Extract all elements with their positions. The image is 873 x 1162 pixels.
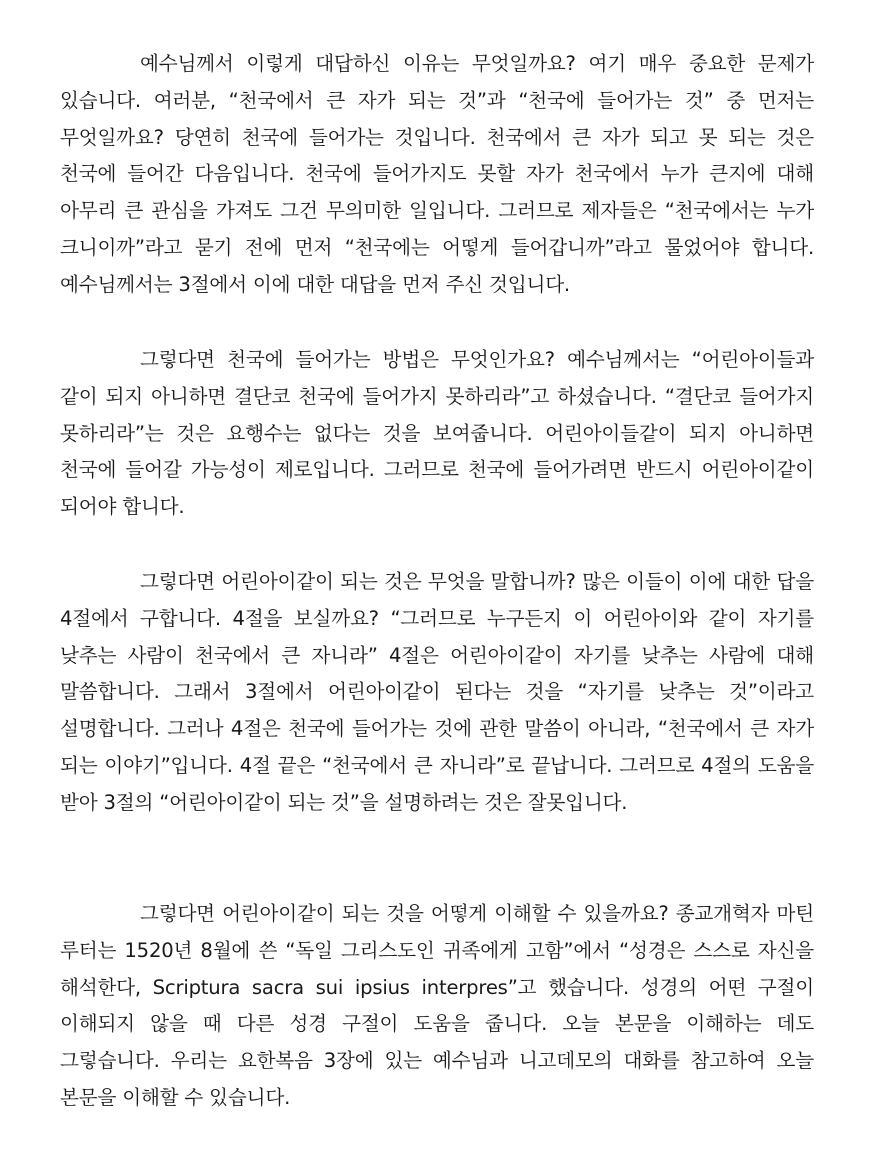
paragraph-2: 그렇다면 천국에 들어가는 방법은 무엇인가요? 예수님께서는 “어린아이들과 같이 되지 아니하면 결단코 천국에 들어가지 못하리라”고 하셨습니다. “결단코 들어가지 못하리라”는 것은 요행수는 없다는 것을 보여줍니다. 어린아이들같이 되지 아니하면 천국에 들어갈 가능성이 제로입니다. 그러므로 천국에 들어가려면 반드시 어린아이같이 되어야 합니다. [60, 348, 814, 519]
paragraph-3: 그렇다면 어린아이같이 되는 것은 무엇을 말합니까? 많은 이들이 이에 대한 답을 4절에서 구합니다. 4절을 보실까요? “그러므로 누구든지 이 어린아이와 같이 자기를 낮추는 사람이 천국에서 큰 자니라” 4절은 어린아이같이 자기를 낮추는 사람에 대해 말씀합니다. 그래서 3절에서 어린아이같이 된다는 것을 “자기를 낮추는 것”이라고 설명합니다. 그러나 4절은 천국에 들어가는 것에 관한 말씀이 아니라, “천국에서 큰 자가 되는 이야기”입니다. 4절 끝은 “천국에서 큰 자니라”로 끝납니다. 그러므로 4절의 도움을 받아 3절의 “어린아이같이 되는 것”을 설명하려는 것은 잘못입니다. [60, 570, 814, 814]
paragraph-4: 그렇다면 어린아이같이 되는 것을 어떻게 이해할 수 있을까요? 종교개혁자 마틴 루터는 1520년 8월에 쓴 “독일 그리스도인 귀족에게 고함”에서 “성경은 스스로 자신을 해석한다, Scriptura sacra sui ipsius interpres”고 했습니다. 성경의 어떤 구절이 이해되지 않을 때 다른 성경 구절이 도움을 줍니다. 오늘 본문을 이해하는 데도 그렇습니다. 우리는 요한복음 3장에 있는 예수님과 니고데모의 대화를 참고하여 오늘 본문을 이해할 수 있습니다. [60, 902, 814, 1109]
paragraph-1: 예수님께서 이렇게 대답하신 이유는 무엇일까요? 여기 매우 중요한 문제가 있습니다. 여러분, “천국에서 큰 자가 되는 것”과 “천국에 들어가는 것” 중 먼저는 무엇일까요? 당연히 천국에 들어가는 것입니다. 천국에서 큰 자가 되고 못 되는 것은 천국에 들어간 다음입니다. 천국에 들어가지도 못할 자가 천국에서 누가 큰지에 대해 아무리 큰 관심을 가져도 그건 무의미한 일입니다. 그러므로 제자들은 “천국에서는 누가 크니이까”라고 묻기 전에 먼저 “천국에는 어떻게 들어갑니까”라고 물었어야 합니다. 예수님께서는 3절에서 이에 대한 대답을 먼저 주신 것입니다. [60, 52, 814, 296]
